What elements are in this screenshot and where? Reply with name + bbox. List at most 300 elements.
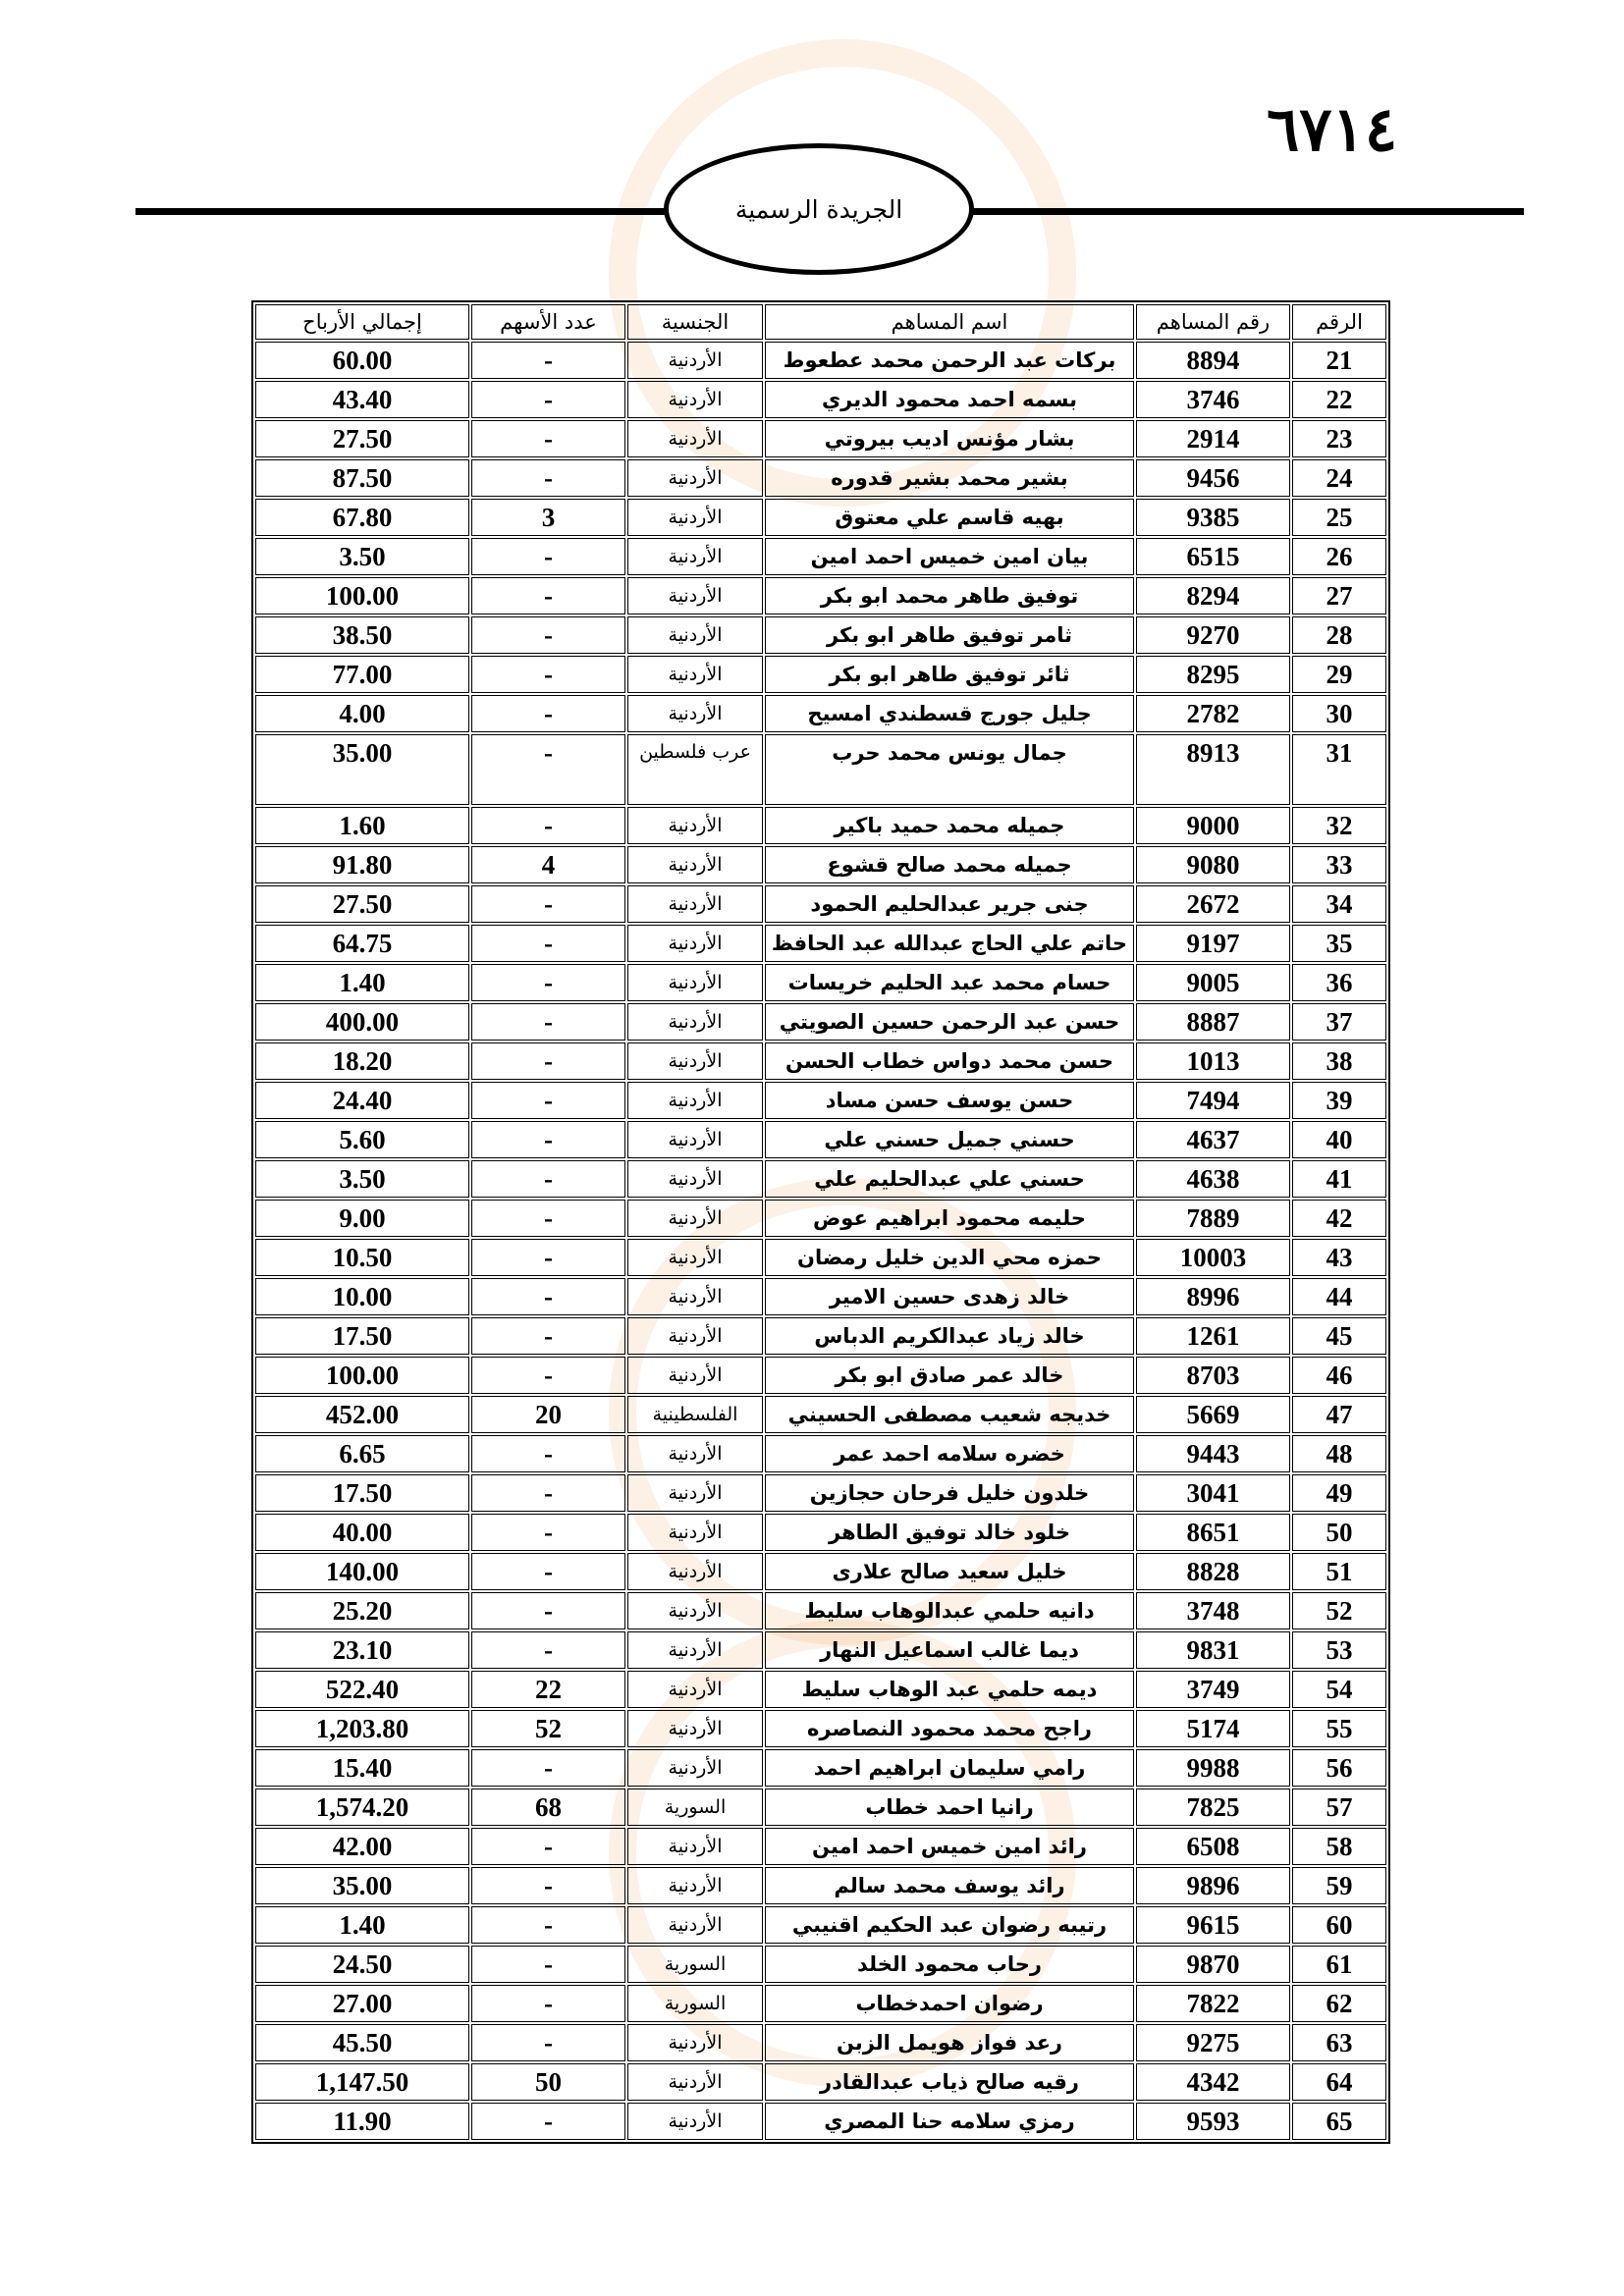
shareholder-number-cell: 9593 (1136, 2103, 1290, 2140)
index-cell: 26 (1292, 538, 1386, 575)
column-header-shareholder-name: اسم المساهم (765, 304, 1134, 340)
shares-cell: - (471, 1357, 625, 1394)
shareholder-name-cell: ثامر توفيق طاهر ابو بكر (765, 616, 1134, 654)
shareholder-number-cell: 7494 (1136, 1082, 1290, 1119)
column-header-nationality: الجنسية (627, 304, 763, 340)
index-cell: 34 (1292, 885, 1386, 923)
table-row (255, 885, 1386, 923)
shareholder-name-cell: رتيبه رضوان عبد الحكيم اقنيبي (765, 1906, 1134, 1944)
shareholder-number-cell: 9270 (1136, 616, 1290, 654)
index-cell: 36 (1292, 964, 1386, 1001)
shareholder-name-cell: ديمه حلمي عبد الوهاب سليط (765, 1671, 1134, 1708)
nationality-cell: الأردنية (627, 885, 763, 923)
nationality-cell: السورية (627, 1946, 763, 1983)
shareholder-number-cell: 3748 (1136, 1592, 1290, 1629)
total-dividends-cell: 38.50 (255, 616, 469, 654)
total-dividends-cell: 3.50 (255, 1160, 469, 1198)
shareholder-name-cell: جميله محمد صالح قشوع (765, 846, 1134, 883)
shares-cell: - (471, 1121, 625, 1158)
shareholder-name-cell: خلود خالد توفيق الطاهر (765, 1514, 1134, 1551)
shareholder-number-cell: 8887 (1136, 1003, 1290, 1041)
total-dividends-cell: 91.80 (255, 846, 469, 883)
table-row (255, 695, 1386, 732)
shareholder-name-cell: بشير محمد بشير قدوره (765, 459, 1134, 497)
nationality-cell: الأردنية (627, 1906, 763, 1944)
total-dividends-cell: 400.00 (255, 1003, 469, 1041)
table-row (255, 1671, 1386, 1708)
shareholder-number-cell: 4637 (1136, 1121, 1290, 1158)
table-row (255, 1828, 1386, 1865)
nationality-cell: الأردنية (627, 577, 763, 614)
shareholder-name-cell: حاتم علي الحاج عبدالله عبد الحافظ (765, 925, 1134, 962)
shareholder-number-cell: 9443 (1136, 1435, 1290, 1472)
nationality-cell: الأردنية (627, 1749, 763, 1787)
gazette-title: الجريدة الرسمية (734, 194, 903, 224)
shareholder-name-cell: ديما غالب اسماعيل النهار (765, 1631, 1134, 1669)
shareholder-name-cell: رمزي سلامه حنا المصري (765, 2103, 1134, 2140)
shareholder-number-cell: 6508 (1136, 1828, 1290, 1865)
total-dividends-cell: 6.65 (255, 1435, 469, 1472)
table-row (255, 1749, 1386, 1787)
table-row (255, 459, 1386, 497)
index-cell: 53 (1292, 1631, 1386, 1669)
index-cell: 52 (1292, 1592, 1386, 1629)
total-dividends-cell: 1.60 (255, 807, 469, 844)
shareholder-number-cell: 7825 (1136, 1789, 1290, 1826)
column-header-shares: عدد الأسهم (471, 304, 625, 340)
total-dividends-cell: 64.75 (255, 925, 469, 962)
shareholder-number-cell: 5174 (1136, 1710, 1290, 1747)
shareholder-name-cell: جليل جورج قسطندي امسيح (765, 695, 1134, 732)
nationality-cell: الأردنية (627, 1828, 763, 1865)
shareholder-number-cell: 3746 (1136, 381, 1290, 418)
shareholder-number-cell: 8294 (1136, 577, 1290, 614)
nationality-cell: الأردنية (627, 420, 763, 457)
total-dividends-cell: 77.00 (255, 656, 469, 693)
total-dividends-cell: 45.50 (255, 2024, 469, 2061)
shares-cell: - (471, 459, 625, 497)
table-row (255, 420, 1386, 457)
shareholder-number-cell: 8651 (1136, 1514, 1290, 1551)
shareholder-number-cell: 9988 (1136, 1749, 1290, 1787)
shares-cell: - (471, 1514, 625, 1551)
shareholder-number-cell: 9896 (1136, 1867, 1290, 1904)
index-cell: 38 (1292, 1042, 1386, 1080)
nationality-cell: الأردنية (627, 499, 763, 536)
nationality-cell: الأردنية (627, 1435, 763, 1472)
shareholder-number-cell: 1261 (1136, 1317, 1290, 1355)
shareholder-name-cell: توفيق طاهر محمد ابو بكر (765, 577, 1134, 614)
shares-cell: 68 (471, 1789, 625, 1826)
shareholder-name-cell: خالد زياد عبدالكريم الدباس (765, 1317, 1134, 1355)
shareholder-number-cell: 8894 (1136, 342, 1290, 379)
shares-cell: - (471, 1946, 625, 1983)
shares-cell: 50 (471, 2063, 625, 2101)
index-cell: 31 (1292, 734, 1386, 805)
shareholders-table (251, 300, 1390, 2144)
shareholder-name-cell: جميله محمد حميد باكير (765, 807, 1134, 844)
shares-cell: - (471, 1435, 625, 1472)
shareholder-number-cell: 10003 (1136, 1239, 1290, 1276)
total-dividends-cell: 10.00 (255, 1278, 469, 1315)
nationality-cell: الأردنية (627, 459, 763, 497)
shareholder-number-cell: 9385 (1136, 499, 1290, 536)
table-row (255, 1867, 1386, 1904)
table-row (255, 1396, 1386, 1433)
shareholder-number-cell: 4638 (1136, 1160, 1290, 1198)
total-dividends-cell: 11.90 (255, 2103, 469, 2140)
table-row (255, 1317, 1386, 1355)
shares-cell: 20 (471, 1396, 625, 1433)
shares-cell: - (471, 1082, 625, 1119)
shares-cell: - (471, 1474, 625, 1512)
nationality-cell: الأردنية (627, 1121, 763, 1158)
nationality-cell: الأردنية (627, 1710, 763, 1747)
table-row (255, 2024, 1386, 2061)
table-row (255, 577, 1386, 614)
table-row (255, 964, 1386, 1001)
index-cell: 60 (1292, 1906, 1386, 1944)
index-cell: 21 (1292, 342, 1386, 379)
total-dividends-cell: 43.40 (255, 381, 469, 418)
shareholder-name-cell: رانيا احمد خطاب (765, 1789, 1134, 1826)
total-dividends-cell: 15.40 (255, 1749, 469, 1787)
shareholder-number-cell: 1013 (1136, 1042, 1290, 1080)
total-dividends-cell: 40.00 (255, 1514, 469, 1551)
shareholder-number-cell: 8295 (1136, 656, 1290, 693)
table-row (255, 1985, 1386, 2022)
shares-cell: - (471, 734, 625, 805)
table-row (255, 499, 1386, 536)
index-cell: 55 (1292, 1710, 1386, 1747)
nationality-cell: الأردنية (627, 538, 763, 575)
index-cell: 22 (1292, 381, 1386, 418)
table-row (255, 1200, 1386, 1237)
index-cell: 54 (1292, 1671, 1386, 1708)
shareholder-number-cell: 9615 (1136, 1906, 1290, 1944)
total-dividends-cell: 18.20 (255, 1042, 469, 1080)
shareholder-number-cell: 9197 (1136, 925, 1290, 962)
shareholder-name-cell: بيان امين خميس احمد امين (765, 538, 1134, 575)
shares-cell: - (471, 1003, 625, 1041)
shares-cell: - (471, 964, 625, 1001)
shareholder-number-cell: 2914 (1136, 420, 1290, 457)
shareholder-name-cell: رحاب محمود الخلد (765, 1946, 1134, 1983)
table-row (255, 807, 1386, 844)
shareholder-number-cell: 3041 (1136, 1474, 1290, 1512)
nationality-cell: الأردنية (627, 1160, 763, 1198)
table-row (255, 1946, 1386, 1983)
shareholder-name-cell: جمال يونس محمد حرب (765, 734, 1134, 805)
table-row (255, 1592, 1386, 1629)
column-header-total-dividends: إجمالي الأرباح (255, 304, 469, 340)
total-dividends-cell: 4.00 (255, 695, 469, 732)
shareholder-name-cell: خلدون خليل فرحان حجازين (765, 1474, 1134, 1512)
nationality-cell: الأردنية (627, 1357, 763, 1394)
nationality-cell: الفلسطينية (627, 1396, 763, 1433)
nationality-cell: الأردنية (627, 1631, 763, 1669)
index-cell: 30 (1292, 695, 1386, 732)
index-cell: 48 (1292, 1435, 1386, 1472)
nationality-cell: الأردنية (627, 846, 763, 883)
total-dividends-cell: 522.40 (255, 1671, 469, 1708)
shares-cell: - (471, 1867, 625, 1904)
nationality-cell: الأردنية (627, 1082, 763, 1119)
table-row (255, 342, 1386, 379)
table-row (255, 1789, 1386, 1826)
total-dividends-cell: 27.50 (255, 420, 469, 457)
total-dividends-cell: 27.00 (255, 1985, 469, 2022)
shareholder-number-cell: 9000 (1136, 807, 1290, 844)
shareholder-name-cell: بهيه قاسم علي معتوق (765, 499, 1134, 536)
nationality-cell: السورية (627, 1985, 763, 2022)
total-dividends-cell: 42.00 (255, 1828, 469, 1865)
shares-cell: - (471, 616, 625, 654)
total-dividends-cell: 100.00 (255, 1357, 469, 1394)
shareholder-name-cell: بشار مؤنس اديب بيروتي (765, 420, 1134, 457)
page-number: ٦٧١٤ (1267, 93, 1398, 165)
table-row (255, 1082, 1386, 1119)
table-row (255, 1631, 1386, 1669)
table-row (255, 1003, 1386, 1041)
index-cell: 45 (1292, 1317, 1386, 1355)
shareholder-name-cell: ثائر توفيق طاهر ابو بكر (765, 656, 1134, 693)
index-cell: 57 (1292, 1789, 1386, 1826)
nationality-cell: الأردنية (627, 925, 763, 962)
index-cell: 62 (1292, 1985, 1386, 2022)
shareholder-number-cell: 9831 (1136, 1631, 1290, 1669)
shares-cell: - (471, 1592, 625, 1629)
shares-cell: - (471, 1200, 625, 1237)
table-row (255, 538, 1386, 575)
shares-cell: - (471, 1828, 625, 1865)
shareholder-number-cell: 7822 (1136, 1985, 1290, 2022)
nationality-cell: الأردنية (627, 616, 763, 654)
total-dividends-cell: 60.00 (255, 342, 469, 379)
nationality-cell: الأردنية (627, 1042, 763, 1080)
shares-cell: - (471, 381, 625, 418)
shareholder-name-cell: حسن عبد الرحمن حسين الصويتي (765, 1003, 1134, 1041)
shareholder-name-cell: حسني جميل حسني علي (765, 1121, 1134, 1158)
nationality-cell: الأردنية (627, 1278, 763, 1315)
shares-cell: 22 (471, 1671, 625, 1708)
index-cell: 32 (1292, 807, 1386, 844)
shareholder-number-cell: 5669 (1136, 1396, 1290, 1433)
index-cell: 39 (1292, 1082, 1386, 1119)
total-dividends-cell: 23.10 (255, 1631, 469, 1669)
total-dividends-cell: 9.00 (255, 1200, 469, 1237)
nationality-cell: الأردنية (627, 1592, 763, 1629)
table-row (255, 656, 1386, 693)
table-row (255, 925, 1386, 962)
table-row (255, 846, 1386, 883)
table-row (255, 616, 1386, 654)
index-cell: 58 (1292, 1828, 1386, 1865)
nationality-cell: الأردنية (627, 2024, 763, 2061)
shareholder-number-cell: 4342 (1136, 2063, 1290, 2101)
shares-cell: - (471, 1749, 625, 1787)
total-dividends-cell: 100.00 (255, 577, 469, 614)
shareholder-name-cell: رضوان احمدخطاب (765, 1985, 1134, 2022)
shareholder-name-cell: بركات عبد الرحمن محمد عطعوط (765, 342, 1134, 379)
shareholder-name-cell: خالد عمر صادق ابو بكر (765, 1357, 1134, 1394)
shares-cell: 3 (471, 499, 625, 536)
total-dividends-cell: 1.40 (255, 1906, 469, 1944)
shares-cell: - (471, 807, 625, 844)
shares-cell: - (471, 2103, 625, 2140)
shareholder-number-cell: 7889 (1136, 1200, 1290, 1237)
column-header-index: الرقم (1292, 304, 1386, 340)
shares-cell: - (471, 695, 625, 732)
shareholder-name-cell: رائد امين خميس احمد امين (765, 1828, 1134, 1865)
shareholder-name-cell: حسام محمد عبد الحليم خريسات (765, 964, 1134, 1001)
index-cell: 24 (1292, 459, 1386, 497)
shareholder-number-cell: 9005 (1136, 964, 1290, 1001)
nationality-cell: السورية (627, 1789, 763, 1826)
index-cell: 29 (1292, 656, 1386, 693)
nationality-cell: الأردنية (627, 342, 763, 379)
shares-cell: - (471, 885, 625, 923)
nationality-cell: الأردنية (627, 1317, 763, 1355)
table-row (255, 1553, 1386, 1590)
table-row (255, 734, 1386, 805)
table-row (255, 1906, 1386, 1944)
shareholder-number-cell: 3749 (1136, 1671, 1290, 1708)
index-cell: 49 (1292, 1474, 1386, 1512)
index-cell: 42 (1292, 1200, 1386, 1237)
total-dividends-cell: 67.80 (255, 499, 469, 536)
shareholder-number-cell: 8703 (1136, 1357, 1290, 1394)
index-cell: 33 (1292, 846, 1386, 883)
shareholder-name-cell: رقيه صالح ذياب عبدالقادر (765, 2063, 1134, 2101)
index-cell: 50 (1292, 1514, 1386, 1551)
shares-cell: - (471, 1553, 625, 1590)
table-row (255, 1514, 1386, 1551)
table-row (255, 1042, 1386, 1080)
shareholder-name-cell: حمزه محي الدين خليل رمضان (765, 1239, 1134, 1276)
index-cell: 47 (1292, 1396, 1386, 1433)
shareholder-name-cell: رائد يوسف محمد سالم (765, 1867, 1134, 1904)
shareholder-name-cell: خليل سعيد صالح علارى (765, 1553, 1134, 1590)
total-dividends-cell: 10.50 (255, 1239, 469, 1276)
total-dividends-cell: 17.50 (255, 1317, 469, 1355)
shareholder-number-cell: 2782 (1136, 695, 1290, 732)
table-row (255, 381, 1386, 418)
total-dividends-cell: 3.50 (255, 538, 469, 575)
nationality-cell: الأردنية (627, 1514, 763, 1551)
nationality-cell: الأردنية (627, 2103, 763, 2140)
table-row (255, 1239, 1386, 1276)
gazette-title-oval (664, 143, 974, 275)
index-cell: 40 (1292, 1121, 1386, 1158)
index-cell: 61 (1292, 1946, 1386, 1983)
nationality-cell: الأردنية (627, 2063, 763, 2101)
index-cell: 51 (1292, 1553, 1386, 1590)
total-dividends-cell: 35.00 (255, 734, 469, 805)
total-dividends-cell: 1,203.80 (255, 1710, 469, 1747)
nationality-cell: الأردنية (627, 1474, 763, 1512)
table-header-row (255, 304, 1386, 340)
shareholder-name-cell: دانيه حلمي عبدالوهاب سليط (765, 1592, 1134, 1629)
table-row (255, 1435, 1386, 1472)
shareholder-name-cell: رعد فواز هويمل الزبن (765, 2024, 1134, 2061)
nationality-cell: الأردنية (627, 1239, 763, 1276)
index-cell: 44 (1292, 1278, 1386, 1315)
table-row (255, 1710, 1386, 1747)
table-row (255, 1121, 1386, 1158)
index-cell: 43 (1292, 1239, 1386, 1276)
index-cell: 25 (1292, 499, 1386, 536)
shares-cell: - (471, 1906, 625, 1944)
index-cell: 35 (1292, 925, 1386, 962)
total-dividends-cell: 5.60 (255, 1121, 469, 1158)
index-cell: 27 (1292, 577, 1386, 614)
nationality-cell: الأردنية (627, 656, 763, 693)
shares-cell: 4 (471, 846, 625, 883)
nationality-cell: الأردنية (627, 1867, 763, 1904)
shareholder-name-cell: حسن يوسف حسن مساد (765, 1082, 1134, 1119)
total-dividends-cell: 25.20 (255, 1592, 469, 1629)
total-dividends-cell: 17.50 (255, 1474, 469, 1512)
shareholder-name-cell: خديجه شعيب مصطفى الحسيني (765, 1396, 1134, 1433)
shareholder-name-cell: جنى جرير عبدالحليم الحمود (765, 885, 1134, 923)
nationality-cell: الأردنية (627, 381, 763, 418)
shareholder-name-cell: حسني علي عبدالحليم علي (765, 1160, 1134, 1198)
shareholder-name-cell: حسن محمد دواس خطاب الحسن (765, 1042, 1134, 1080)
shares-cell: - (471, 1317, 625, 1355)
total-dividends-cell: 87.50 (255, 459, 469, 497)
index-cell: 64 (1292, 2063, 1386, 2101)
shares-cell: - (471, 1239, 625, 1276)
index-cell: 63 (1292, 2024, 1386, 2061)
shares-cell: - (471, 1985, 625, 2022)
shareholder-name-cell: خالد زهدى حسين الامير (765, 1278, 1134, 1315)
index-cell: 37 (1292, 1003, 1386, 1041)
shareholder-name-cell: حليمه محمود ابراهيم عوض (765, 1200, 1134, 1237)
shares-cell: - (471, 1160, 625, 1198)
table-row (255, 1160, 1386, 1198)
shareholder-number-cell: 8996 (1136, 1278, 1290, 1315)
index-cell: 41 (1292, 1160, 1386, 1198)
index-cell: 23 (1292, 420, 1386, 457)
index-cell: 46 (1292, 1357, 1386, 1394)
shares-cell: - (471, 342, 625, 379)
table-row (255, 1474, 1386, 1512)
nationality-cell: عرب فلسطين (627, 734, 763, 805)
table-row (255, 2063, 1386, 2101)
shares-cell: - (471, 538, 625, 575)
shares-cell: - (471, 1278, 625, 1315)
shares-cell: - (471, 925, 625, 962)
shares-cell: - (471, 656, 625, 693)
total-dividends-cell: 452.00 (255, 1396, 469, 1433)
table-row (255, 1357, 1386, 1394)
shareholder-number-cell: 9275 (1136, 2024, 1290, 2061)
nationality-cell: الأردنية (627, 1003, 763, 1041)
shareholder-name-cell: راجح محمد محمود النصاصره (765, 1710, 1134, 1747)
nationality-cell: الأردنية (627, 964, 763, 1001)
shareholder-number-cell: 6515 (1136, 538, 1290, 575)
shareholder-name-cell: رامي سليمان ابراهيم احمد (765, 1749, 1134, 1787)
table-row (255, 2103, 1386, 2140)
shareholder-number-cell: 2672 (1136, 885, 1290, 923)
shareholder-number-cell: 8828 (1136, 1553, 1290, 1590)
total-dividends-cell: 1,147.50 (255, 2063, 469, 2101)
shareholder-number-cell: 9080 (1136, 846, 1290, 883)
index-cell: 28 (1292, 616, 1386, 654)
shareholder-name-cell: خضره سلامه احمد عمر (765, 1435, 1134, 1472)
shares-cell: - (471, 420, 625, 457)
